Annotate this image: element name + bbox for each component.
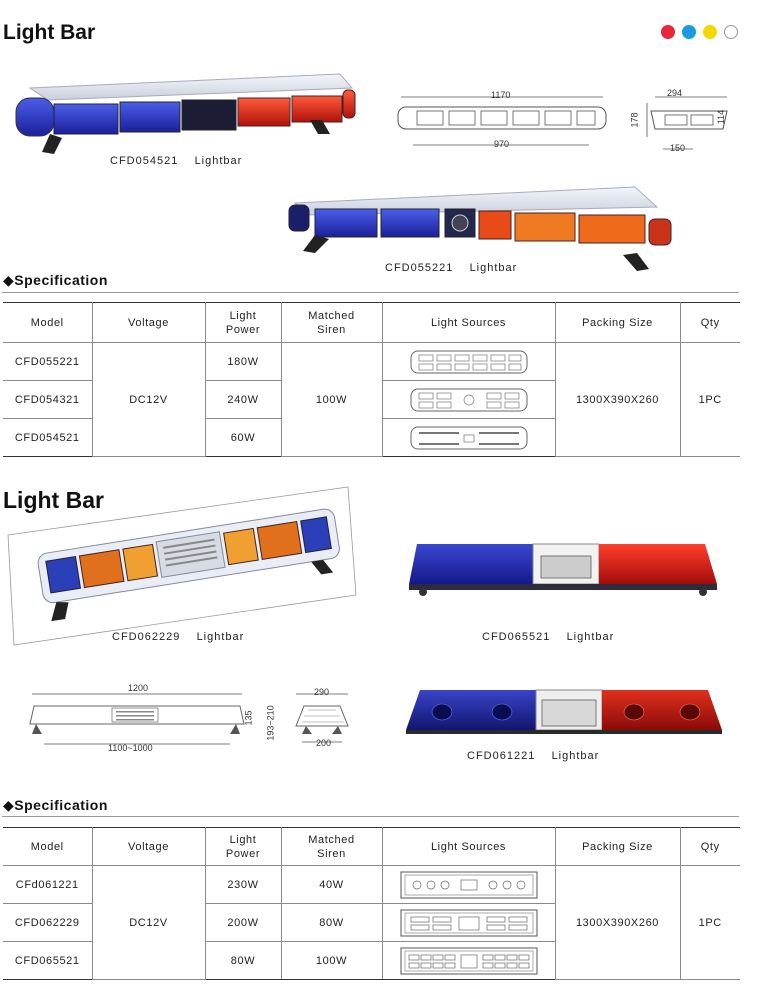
light-source-diagram [409,347,529,377]
cell-qty: 1PC [680,343,740,457]
caption-cfd054521 [110,155,242,167]
cell-model: CFD065521 [3,942,92,980]
cell-model: CFD054321 [3,381,92,419]
spec-table-1 [3,302,740,457]
caption-cfd055221 [385,262,517,274]
dim-overall-2: 1200 [128,683,149,693]
cell-voltage: DC12V [92,343,205,457]
header-model: Model [3,303,92,343]
product-model: CFD065521 [482,631,551,643]
cell-power: 60W [205,419,281,457]
blue-color-swatch [682,25,696,39]
product-label: Lightbar [469,262,518,274]
light-source-diagram [399,945,539,977]
cell-light-source [382,343,555,381]
cell-power: 230W [205,866,281,904]
cell-siren: 100W [281,942,382,980]
cell-light-source [382,419,555,457]
cell-power: 240W [205,381,281,419]
cell-model: CFD054521 [3,419,92,457]
header-siren-text: Matched Siren [308,833,355,860]
dim-foot: 150 [670,143,686,153]
product-label: Lightbar [566,631,615,643]
product-model: CFD061221 [467,750,536,762]
header-sources: Light Sources [382,303,555,343]
dim-height: 178 [629,112,640,128]
lightbar-cfd054521-image [10,68,360,160]
header-voltage: Voltage [92,303,205,343]
cell-light-source [382,942,555,980]
caption-cfd061221 [467,750,599,762]
divider [2,816,739,817]
header-power-text: Light Power [225,833,261,860]
product-label: Lightbar [551,750,600,762]
cell-voltage: DC12V [92,866,205,980]
dim-height-2: 135 [243,710,254,726]
dim-width-2: 290 [314,687,330,697]
header-power-text: Light Power [225,309,261,336]
yellow-color-swatch [703,25,717,39]
light-source-diagram [409,385,529,415]
cell-siren: 80W [281,904,382,942]
header-qty: Qty [680,303,740,343]
cell-siren: 100W [281,343,382,457]
cell-power: 80W [205,942,281,980]
product-label: Lightbar [196,631,245,643]
header-power [205,303,281,343]
lightbar-cfd065521-image [405,540,725,600]
dim-overall: 1170 [491,90,511,100]
cell-model: CFD062229 [3,904,92,942]
dim-base-2: 1100~1000 [108,743,153,753]
cell-model: CFD055221 [3,343,92,381]
white-color-swatch [724,25,738,39]
spec-table-2 [3,827,740,980]
lightbar-cfd061221-image [402,686,727,738]
cell-qty: 1PC [680,866,740,980]
table-row [3,343,740,381]
dim-base: 970 [494,139,510,149]
light-source-diagram [399,907,539,939]
light-source-diagram [409,423,529,453]
cell-packing: 1300X390X260 [555,343,680,457]
dim-mount-2: 193~210 [265,705,276,741]
header-packing: Packing Size [555,828,680,866]
lightbar-cfd062229-image [2,485,357,650]
cell-power: 200W [205,904,281,942]
caption-cfd062229 [112,631,244,643]
cell-light-source [382,381,555,419]
cell-light-source [382,904,555,942]
section-title: Light Bar [3,487,104,513]
cell-power: 180W [205,343,281,381]
header-voltage: Voltage [92,828,205,866]
dim-inner-height: 114 [716,109,727,125]
cell-siren: 40W [281,866,382,904]
header-model: Model [3,828,92,866]
product-label: Lightbar [194,155,243,167]
dim-width: 294 [667,88,683,98]
header-siren-text: Matched Siren [308,309,355,336]
cell-model: CFd061221 [3,866,92,904]
cell-packing: 1300X390X260 [555,866,680,980]
header-sources: Light Sources [382,828,555,866]
caption-cfd065521 [482,631,614,643]
page-title: Light Bar [3,21,96,44]
product-model: CFD055221 [385,262,454,274]
header-qty: Qty [680,828,740,866]
header-packing: Packing Size [555,303,680,343]
header-siren [281,828,382,866]
header-power [205,828,281,866]
product-model: CFD054521 [110,155,179,167]
cell-light-source [382,866,555,904]
divider [2,292,739,293]
light-source-diagram [399,869,539,901]
product-model: CFD062229 [112,631,181,643]
table-row [3,866,740,904]
spec-heading-2: ◆Specification [3,797,108,813]
dim-foot-2: 200 [316,738,332,748]
header-siren [281,303,382,343]
red-color-swatch [661,25,675,39]
spec-heading: ◆Specification [3,272,108,288]
